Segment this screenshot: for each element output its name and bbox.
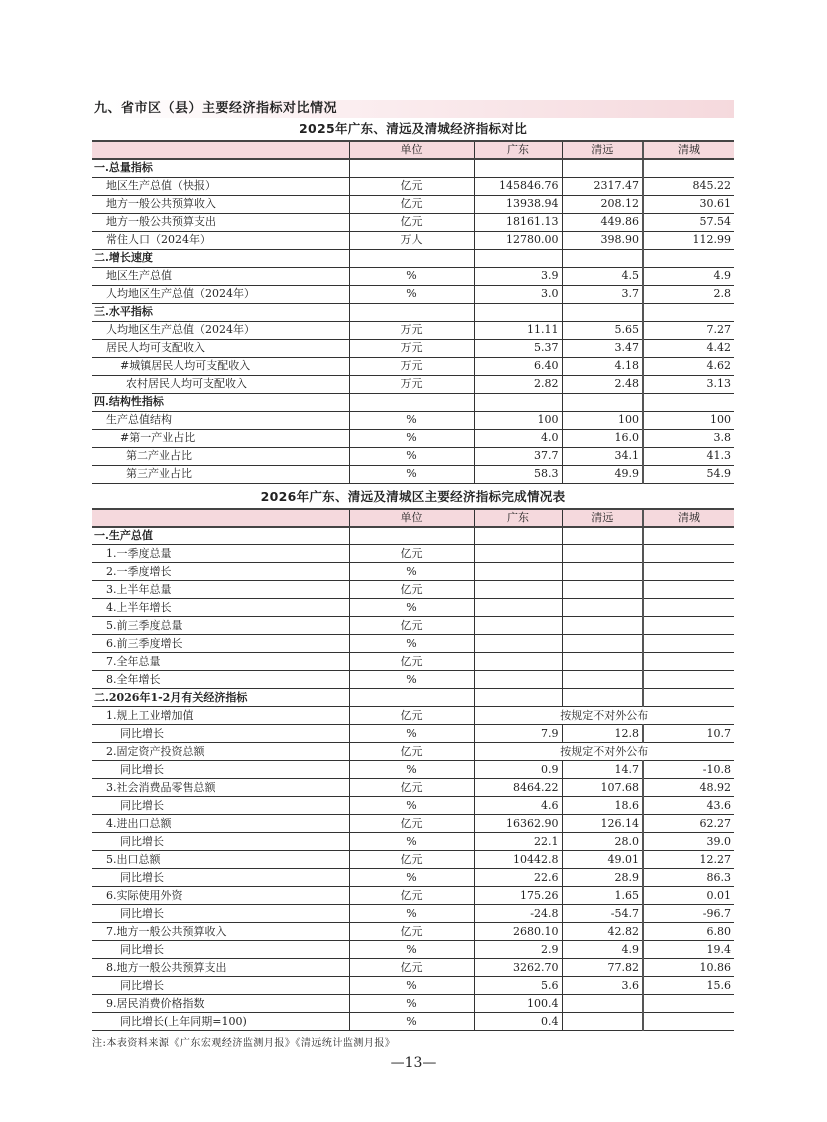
indicator-label: 同比增长 <box>92 725 349 743</box>
indicator-label: #第一产业占比 <box>92 429 349 447</box>
indicator-label: 3.社会消费品零售总额 <box>92 779 349 797</box>
value-guangdong: 100 <box>474 411 562 429</box>
table-row <box>92 447 734 465</box>
value-guangdong: 5.6 <box>474 977 562 995</box>
table-row <box>92 267 734 285</box>
value-qingyuan: 1.65 <box>562 887 643 905</box>
unit-cell: % <box>349 941 474 959</box>
indicator-label: 地方一般公共预算支出 <box>92 213 349 231</box>
table-row <box>92 905 734 923</box>
indicator-label: 7.全年总量 <box>92 653 349 671</box>
value-qingcheng <box>643 303 734 321</box>
value-guangdong <box>474 599 562 617</box>
value-guangdong: 3.9 <box>474 267 562 285</box>
value-qingyuan: 28.9 <box>562 869 643 887</box>
value-qingcheng: 43.6 <box>643 797 734 815</box>
table-row <box>92 617 734 635</box>
value-guangdong: 4.6 <box>474 797 562 815</box>
value-qingyuan <box>562 581 643 599</box>
unit-cell: % <box>349 977 474 995</box>
table-row <box>92 357 734 375</box>
indicator-label: 同比增长 <box>92 977 349 995</box>
unit-cell: 亿元 <box>349 707 474 725</box>
column-header: 广东 <box>474 509 562 527</box>
indicator-label: 1.规上工业增加值 <box>92 707 349 725</box>
header-row <box>92 509 734 527</box>
value-qingcheng: 3.13 <box>643 375 734 393</box>
unit-cell: 亿元 <box>349 177 474 195</box>
value-qingcheng <box>643 159 734 177</box>
header-row <box>92 141 734 159</box>
value-qingcheng: 4.9 <box>643 267 734 285</box>
value-qingyuan <box>562 599 643 617</box>
value-guangdong <box>474 249 562 267</box>
table-row <box>92 995 734 1013</box>
unit-cell: % <box>349 635 474 653</box>
value-guangdong: 2.9 <box>474 941 562 959</box>
value-qingcheng <box>643 527 734 545</box>
indicator-label: 第三产业占比 <box>92 465 349 483</box>
value-qingcheng <box>643 393 734 411</box>
value-qingyuan: 14.7 <box>562 761 643 779</box>
indicator-label: 4.进出口总额 <box>92 815 349 833</box>
unit-cell: 亿元 <box>349 959 474 977</box>
category-row <box>92 393 734 411</box>
column-header: 清远 <box>562 141 643 159</box>
unit-cell: 万元 <box>349 339 474 357</box>
table-row <box>92 581 734 599</box>
category-row <box>92 689 734 707</box>
table2-title: 2026年广东、清远及清城区主要经济指标完成情况表 <box>260 488 566 504</box>
value-guangdong: 3.0 <box>474 285 562 303</box>
unit-cell: 亿元 <box>349 887 474 905</box>
indicator-label: 同比增长 <box>92 905 349 923</box>
table-row <box>92 923 734 941</box>
value-qingcheng: 7.27 <box>643 321 734 339</box>
table-row <box>92 833 734 851</box>
page-number: —13— <box>390 1055 437 1071</box>
unit-cell <box>349 303 474 321</box>
column-header: 清城 <box>643 509 734 527</box>
column-header <box>92 509 349 527</box>
value-guangdong <box>474 671 562 689</box>
table-row <box>92 671 734 689</box>
indicator-label: 居民人均可支配收入 <box>92 339 349 357</box>
value-qingyuan: 4.9 <box>562 941 643 959</box>
table-row <box>92 285 734 303</box>
value-qingcheng: 3.8 <box>643 429 734 447</box>
indicator-label: 同比增长 <box>92 941 349 959</box>
unit-cell <box>349 689 474 707</box>
category-label: 二.2026年1-2月有关经济指标 <box>92 689 349 707</box>
value-qingyuan <box>562 995 643 1013</box>
table-row <box>92 231 734 249</box>
value-guangdong: 10442.8 <box>474 851 562 869</box>
indicator-label: 同比增长 <box>92 833 349 851</box>
value-guangdong: 16362.90 <box>474 815 562 833</box>
value-qingyuan: 28.0 <box>562 833 643 851</box>
value-qingyuan: 100 <box>562 411 643 429</box>
value-qingyuan <box>562 563 643 581</box>
category-label: 一.总量指标 <box>92 159 349 177</box>
indicator-label: 同比增长 <box>92 869 349 887</box>
source-note: 注:本表资料来源《广东宏观经济监测月报》《清远统计监测月报》 <box>92 1038 396 1049</box>
table-row <box>92 707 734 725</box>
value-qingyuan: 49.01 <box>562 851 643 869</box>
value-guangdong: 22.6 <box>474 869 562 887</box>
indicator-label: 3.上半年总量 <box>92 581 349 599</box>
value-guangdong: 145846.76 <box>474 177 562 195</box>
value-qingyuan: 3.7 <box>562 285 643 303</box>
unit-cell: 万元 <box>349 375 474 393</box>
value-qingcheng: 2.8 <box>643 285 734 303</box>
table-row <box>92 599 734 617</box>
value-qingcheng: 845.22 <box>643 177 734 195</box>
value-guangdong: 8464.22 <box>474 779 562 797</box>
value-guangdong: 37.7 <box>474 447 562 465</box>
unit-cell: 亿元 <box>349 779 474 797</box>
table1-body <box>92 141 734 483</box>
unit-cell: % <box>349 599 474 617</box>
value-qingyuan: 107.68 <box>562 779 643 797</box>
unit-cell: 万元 <box>349 321 474 339</box>
table-row <box>92 977 734 995</box>
unit-cell: 万人 <box>349 231 474 249</box>
value-guangdong: 0.9 <box>474 761 562 779</box>
value-qingcheng <box>643 563 734 581</box>
merged-value: 按规定不对外公布 <box>474 707 734 725</box>
indicator-label: 2.固定资产投资总额 <box>92 743 349 761</box>
table-row <box>92 959 734 977</box>
value-qingyuan <box>562 545 643 563</box>
value-qingcheng <box>643 1013 734 1031</box>
document-page <box>92 100 734 1049</box>
indicator-label: 常住人口（2024年） <box>92 231 349 249</box>
value-qingyuan: 12.8 <box>562 725 643 743</box>
value-guangdong: 5.37 <box>474 339 562 357</box>
value-qingcheng: 39.0 <box>643 833 734 851</box>
unit-cell: % <box>349 563 474 581</box>
table-row <box>92 465 734 483</box>
value-qingcheng: 4.42 <box>643 339 734 357</box>
value-qingyuan: 208.12 <box>562 195 643 213</box>
table-row <box>92 815 734 833</box>
indicator-label: 地区生产总值 <box>92 267 349 285</box>
table2 <box>92 508 734 1032</box>
unit-cell: % <box>349 447 474 465</box>
value-guangdong <box>474 563 562 581</box>
table-row <box>92 177 734 195</box>
table1-title: 2025年广东、清远及清城经济指标对比 <box>299 121 527 136</box>
value-qingcheng <box>643 249 734 267</box>
table-row <box>92 375 734 393</box>
indicator-label: #城镇居民人均可支配收入 <box>92 357 349 375</box>
value-qingcheng: 100 <box>643 411 734 429</box>
value-qingyuan: 449.86 <box>562 213 643 231</box>
table-row <box>92 195 734 213</box>
value-guangdong <box>474 581 562 599</box>
value-guangdong <box>474 159 562 177</box>
value-qingyuan: 18.6 <box>562 797 643 815</box>
unit-cell: % <box>349 797 474 815</box>
value-guangdong <box>474 527 562 545</box>
indicator-label: 7.地方一般公共预算收入 <box>92 923 349 941</box>
indicator-label: 5.出口总额 <box>92 851 349 869</box>
value-qingcheng: 112.99 <box>643 231 734 249</box>
value-qingcheng <box>643 653 734 671</box>
category-row <box>92 159 734 177</box>
value-guangdong: 12780.00 <box>474 231 562 249</box>
unit-cell: % <box>349 995 474 1013</box>
indicator-label: 同比增长 <box>92 797 349 815</box>
value-qingyuan: 3.6 <box>562 977 643 995</box>
unit-cell <box>349 249 474 267</box>
unit-cell: % <box>349 285 474 303</box>
value-qingcheng: 30.61 <box>643 195 734 213</box>
value-guangdong <box>474 545 562 563</box>
indicator-label: 8.地方一般公共预算支出 <box>92 959 349 977</box>
unit-cell: 亿元 <box>349 213 474 231</box>
value-qingcheng: 10.7 <box>643 725 734 743</box>
value-qingyuan: 2317.47 <box>562 177 643 195</box>
value-qingcheng <box>643 581 734 599</box>
unit-cell: 亿元 <box>349 851 474 869</box>
table-row <box>92 779 734 797</box>
value-qingyuan <box>562 393 643 411</box>
value-qingcheng <box>643 599 734 617</box>
unit-cell: 亿元 <box>349 545 474 563</box>
column-header: 单位 <box>349 141 474 159</box>
table-row <box>92 743 734 761</box>
value-guangdong: 0.4 <box>474 1013 562 1031</box>
value-qingcheng <box>643 635 734 653</box>
value-qingyuan: 398.90 <box>562 231 643 249</box>
value-qingcheng: 12.27 <box>643 851 734 869</box>
indicator-label: 9.居民消费价格指数 <box>92 995 349 1013</box>
value-guangdong: 18161.13 <box>474 213 562 231</box>
unit-cell: 亿元 <box>349 617 474 635</box>
indicator-label: 地方一般公共预算收入 <box>92 195 349 213</box>
value-qingyuan <box>562 671 643 689</box>
value-qingyuan <box>562 527 643 545</box>
category-row <box>92 249 734 267</box>
value-qingyuan <box>562 1013 643 1031</box>
unit-cell: % <box>349 833 474 851</box>
table-row <box>92 411 734 429</box>
indicator-label: 5.前三季度总量 <box>92 617 349 635</box>
value-qingyuan: 42.82 <box>562 923 643 941</box>
value-guangdong <box>474 689 562 707</box>
value-qingcheng: 57.54 <box>643 213 734 231</box>
unit-cell: 亿元 <box>349 581 474 599</box>
table-row <box>92 797 734 815</box>
table-row <box>92 761 734 779</box>
indicator-label: 6.实际使用外资 <box>92 887 349 905</box>
indicator-label: 6.前三季度增长 <box>92 635 349 653</box>
unit-cell: % <box>349 671 474 689</box>
table-row <box>92 321 734 339</box>
table-row <box>92 887 734 905</box>
value-qingcheng: 54.9 <box>643 465 734 483</box>
table-row <box>92 545 734 563</box>
unit-cell: % <box>349 725 474 743</box>
table-row <box>92 429 734 447</box>
value-guangdong: 13938.94 <box>474 195 562 213</box>
unit-cell: % <box>349 1013 474 1031</box>
unit-cell <box>349 393 474 411</box>
table-row <box>92 563 734 581</box>
value-qingyuan <box>562 635 643 653</box>
value-qingyuan: 5.65 <box>562 321 643 339</box>
value-qingyuan <box>562 653 643 671</box>
table-row <box>92 213 734 231</box>
value-qingyuan: 3.47 <box>562 339 643 357</box>
value-qingcheng: 6.80 <box>643 923 734 941</box>
value-qingcheng: -96.7 <box>643 905 734 923</box>
value-guangdong <box>474 635 562 653</box>
value-guangdong: 11.11 <box>474 321 562 339</box>
value-guangdong <box>474 303 562 321</box>
value-qingyuan <box>562 689 643 707</box>
value-qingyuan <box>562 249 643 267</box>
table-row <box>92 869 734 887</box>
merged-value: 按规定不对外公布 <box>474 743 734 761</box>
table-row <box>92 851 734 869</box>
value-qingyuan <box>562 617 643 635</box>
value-qingyuan: 77.82 <box>562 959 643 977</box>
indicator-label: 生产总值结构 <box>92 411 349 429</box>
value-qingyuan <box>562 303 643 321</box>
column-header: 清城 <box>643 141 734 159</box>
indicator-label: 第二产业占比 <box>92 447 349 465</box>
unit-cell: % <box>349 267 474 285</box>
value-guangdong: 100.4 <box>474 995 562 1013</box>
value-guangdong <box>474 617 562 635</box>
unit-cell: % <box>349 761 474 779</box>
table-row <box>92 653 734 671</box>
column-header <box>92 141 349 159</box>
unit-cell: 亿元 <box>349 195 474 213</box>
value-guangdong: -24.8 <box>474 905 562 923</box>
value-qingcheng: 62.27 <box>643 815 734 833</box>
value-qingcheng: 48.92 <box>643 779 734 797</box>
unit-cell <box>349 159 474 177</box>
unit-cell: % <box>349 411 474 429</box>
table2-body <box>92 509 734 1031</box>
unit-cell: % <box>349 905 474 923</box>
indicator-label: 人均地区生产总值（2024年） <box>92 285 349 303</box>
value-guangdong: 22.1 <box>474 833 562 851</box>
category-label: 一.生产总值 <box>92 527 349 545</box>
value-guangdong: 7.9 <box>474 725 562 743</box>
unit-cell: 亿元 <box>349 815 474 833</box>
category-row <box>92 303 734 321</box>
table-row <box>92 1013 734 1031</box>
value-guangdong <box>474 393 562 411</box>
value-qingyuan: 2.48 <box>562 375 643 393</box>
value-qingcheng: 19.4 <box>643 941 734 959</box>
value-qingcheng: 0.01 <box>643 887 734 905</box>
category-label: 四.结构性指标 <box>92 393 349 411</box>
unit-cell: % <box>349 869 474 887</box>
indicator-label: 地区生产总值（快报） <box>92 177 349 195</box>
value-guangdong: 6.40 <box>474 357 562 375</box>
indicator-label: 2.一季度增长 <box>92 563 349 581</box>
table-row <box>92 941 734 959</box>
value-qingcheng: 10.86 <box>643 959 734 977</box>
unit-cell: 万元 <box>349 357 474 375</box>
value-qingcheng: 4.62 <box>643 357 734 375</box>
category-row <box>92 527 734 545</box>
value-guangdong <box>474 653 562 671</box>
category-label: 二.增长速度 <box>92 249 349 267</box>
indicator-label: 同比增长(上年同期=100) <box>92 1013 349 1031</box>
value-qingyuan: 126.14 <box>562 815 643 833</box>
table-row <box>92 725 734 743</box>
value-qingcheng <box>643 671 734 689</box>
value-guangdong: 4.0 <box>474 429 562 447</box>
indicator-label: 1.一季度总量 <box>92 545 349 563</box>
section-title: 九、省市区（县）主要经济指标对比情况 <box>92 100 734 118</box>
value-qingyuan: -54.7 <box>562 905 643 923</box>
unit-cell: % <box>349 429 474 447</box>
table-row <box>92 635 734 653</box>
value-qingcheng: 41.3 <box>643 447 734 465</box>
table-row <box>92 339 734 357</box>
indicator-label: 同比增长 <box>92 761 349 779</box>
value-qingcheng <box>643 995 734 1013</box>
value-qingyuan: 34.1 <box>562 447 643 465</box>
table1 <box>92 140 734 484</box>
value-guangdong: 58.3 <box>474 465 562 483</box>
value-guangdong: 2680.10 <box>474 923 562 941</box>
unit-cell: 亿元 <box>349 743 474 761</box>
indicator-label: 农村居民人均可支配收入 <box>92 375 349 393</box>
unit-cell: 亿元 <box>349 923 474 941</box>
indicator-label: 人均地区生产总值（2024年） <box>92 321 349 339</box>
value-qingyuan: 4.5 <box>562 267 643 285</box>
value-qingcheng <box>643 617 734 635</box>
unit-cell: % <box>349 465 474 483</box>
value-qingcheng: 15.6 <box>643 977 734 995</box>
value-qingyuan: 49.9 <box>562 465 643 483</box>
value-qingyuan: 16.0 <box>562 429 643 447</box>
column-header: 单位 <box>349 509 474 527</box>
value-guangdong: 3262.70 <box>474 959 562 977</box>
value-qingcheng <box>643 689 734 707</box>
unit-cell <box>349 527 474 545</box>
value-qingcheng <box>643 545 734 563</box>
column-header: 广东 <box>474 141 562 159</box>
value-qingyuan <box>562 159 643 177</box>
value-guangdong: 175.26 <box>474 887 562 905</box>
value-qingcheng: -10.8 <box>643 761 734 779</box>
value-qingcheng: 86.3 <box>643 869 734 887</box>
value-guangdong: 2.82 <box>474 375 562 393</box>
unit-cell: 亿元 <box>349 653 474 671</box>
value-qingyuan: 4.18 <box>562 357 643 375</box>
column-header: 清远 <box>562 509 643 527</box>
category-label: 三.水平指标 <box>92 303 349 321</box>
indicator-label: 4.上半年增长 <box>92 599 349 617</box>
indicator-label: 8.全年增长 <box>92 671 349 689</box>
